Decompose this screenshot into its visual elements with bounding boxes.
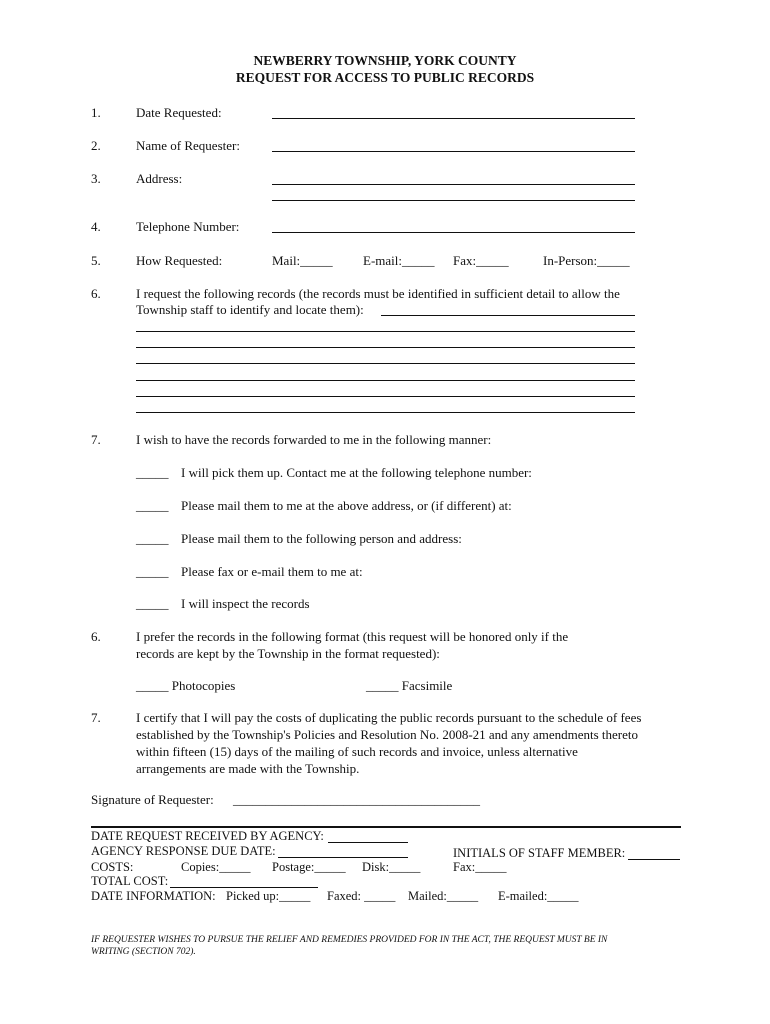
field-number: 6. bbox=[91, 629, 101, 644]
signature-label: Signature of Requester: bbox=[91, 792, 214, 807]
disk-cost[interactable]: Disk:_____ bbox=[362, 860, 421, 874]
field-number: 7. bbox=[91, 432, 101, 447]
costs-label: COSTS: bbox=[91, 860, 134, 874]
staff-initials-field[interactable] bbox=[628, 859, 680, 860]
total-cost-field[interactable] bbox=[170, 887, 318, 888]
name-label: Name of Requester: bbox=[136, 138, 240, 153]
picked-up-field[interactable]: Picked up:_____ bbox=[226, 889, 311, 903]
signature-field[interactable]: ______________________________________ bbox=[233, 792, 480, 807]
date-information-label: DATE INFORMATION: bbox=[91, 889, 216, 903]
form-title-line1: NEWBERRY TOWNSHIP, YORK COUNTY bbox=[253, 53, 517, 68]
address-field-line1[interactable] bbox=[272, 184, 635, 185]
records-field-line[interactable] bbox=[136, 363, 635, 364]
forward-option-fax-email: Please fax or e-mail them to me at: bbox=[181, 564, 363, 579]
in-person-option[interactable]: In-Person:_____ bbox=[543, 253, 630, 268]
field-number: 1. bbox=[91, 105, 101, 120]
emailed-field[interactable]: E-mailed:_____ bbox=[498, 889, 579, 903]
date-received-field[interactable] bbox=[328, 842, 408, 843]
forward-option-mail-other: Please mail them to the following person and address: bbox=[181, 531, 462, 546]
form-title-line2: REQUEST FOR ACCESS TO PUBLIC RECORDS bbox=[235, 70, 535, 85]
field-number: 6. bbox=[91, 286, 101, 301]
name-field[interactable] bbox=[272, 151, 635, 152]
address-field-line2[interactable] bbox=[272, 200, 635, 201]
how-requested-label: How Requested: bbox=[136, 253, 223, 268]
format-text-line2: records are kept by the Township in the format requested): bbox=[136, 646, 440, 661]
field-number: 4. bbox=[91, 219, 101, 234]
facsimile-option[interactable]: _____ Facsimile bbox=[366, 678, 453, 693]
certify-text-line4: arrangements are made with the Township. bbox=[136, 761, 360, 776]
postage-cost[interactable]: Postage:_____ bbox=[272, 860, 346, 874]
response-due-label: AGENCY RESPONSE DUE DATE: bbox=[91, 844, 276, 858]
field-number: 5. bbox=[91, 253, 101, 268]
address-label: Address: bbox=[136, 171, 183, 186]
field-number: 3. bbox=[91, 171, 101, 186]
staff-initials-label: INITIALS OF STAFF MEMBER: bbox=[453, 846, 626, 860]
date-requested-field[interactable] bbox=[272, 118, 635, 119]
fax-cost[interactable]: Fax:_____ bbox=[453, 860, 507, 874]
photocopies-option[interactable]: _____ Photocopies bbox=[136, 678, 236, 693]
faxed-field[interactable]: Faxed: _____ bbox=[327, 889, 396, 903]
section-divider bbox=[91, 826, 681, 828]
field-number: 7. bbox=[91, 710, 101, 725]
forward-option-mail-me: Please mail them to me at the above address, or (if different) at: bbox=[181, 498, 512, 513]
forward-option-blank[interactable]: _____ bbox=[136, 498, 169, 513]
telephone-field[interactable] bbox=[272, 232, 635, 233]
mail-option[interactable]: Mail:_____ bbox=[272, 253, 333, 268]
certify-text-line1: I certify that I will pay the costs of duplicating the public records pursuant to the schedule of fees bbox=[136, 710, 642, 725]
email-option[interactable]: E-mail:_____ bbox=[363, 253, 435, 268]
response-due-field[interactable] bbox=[278, 857, 408, 858]
records-field-line[interactable] bbox=[381, 315, 635, 316]
total-cost-label: TOTAL COST: bbox=[91, 874, 169, 888]
telephone-label: Telephone Number: bbox=[136, 219, 240, 234]
records-field-line[interactable] bbox=[136, 331, 635, 332]
date-received-label: DATE REQUEST RECEIVED BY AGENCY: bbox=[91, 829, 324, 843]
records-field-line[interactable] bbox=[136, 396, 635, 397]
date-requested-label: Date Requested: bbox=[136, 105, 222, 120]
forward-option-pickup: I will pick them up. Contact me at the following telephone number: bbox=[181, 465, 532, 480]
mailed-field[interactable]: Mailed:_____ bbox=[408, 889, 479, 903]
forward-option-blank[interactable]: _____ bbox=[136, 564, 169, 579]
records-field-line[interactable] bbox=[136, 412, 635, 413]
certify-text-line3: within fifteen (15) days of the mailing of such records and invoice, unless alternative bbox=[136, 744, 578, 759]
forward-intro: I wish to have the records forwarded to me in the following manner: bbox=[136, 432, 492, 447]
records-field-line[interactable] bbox=[136, 347, 635, 348]
footnote-line1: IF REQUESTER WISHES TO PURSUE THE RELIEF AND REMEDIES PROVIDED FOR IN THE ACT, THE REQUEST MUST BE IN bbox=[91, 935, 608, 945]
certify-text-line2: established by the Township's Policies and Resolution No. 2008-21 and any amendments thereto bbox=[136, 727, 638, 742]
forward-option-inspect: I will inspect the records bbox=[181, 596, 310, 611]
records-request-text-line1: I request the following records (the records must be identified in sufficient detail to allow the bbox=[136, 286, 620, 301]
fax-option[interactable]: Fax:_____ bbox=[453, 253, 509, 268]
footnote-line2: WRITING (SECTION 702). bbox=[91, 947, 196, 957]
forward-option-blank[interactable]: _____ bbox=[136, 531, 169, 546]
forward-option-blank[interactable]: _____ bbox=[136, 465, 169, 480]
records-request-text-line2: Township staff to identify and locate them): bbox=[136, 302, 364, 317]
field-number: 2. bbox=[91, 138, 101, 153]
records-field-line[interactable] bbox=[136, 380, 635, 381]
copies-cost[interactable]: Copies:_____ bbox=[181, 860, 251, 874]
forward-option-blank[interactable]: _____ bbox=[136, 596, 169, 611]
format-text-line1: I prefer the records in the following format (this request will be honored only if the bbox=[136, 629, 569, 644]
